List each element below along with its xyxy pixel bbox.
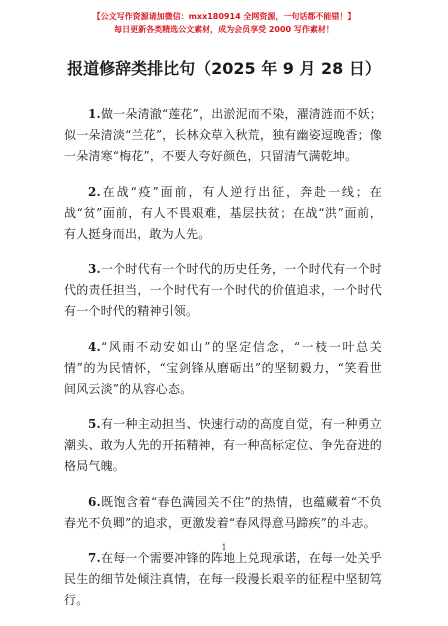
paragraph-number: 2.: [88, 184, 101, 199]
paragraph-text: 做一朵清澈“莲花”，出淤泥而不染，濯清涟而不妖；似一朵清淡“兰花”，长林众草入秋荒，独有幽姿逗晚香；像一朵清寒“梅花”，不要人夸好颜色，只留清气满乾坤。: [64, 107, 383, 163]
page-number: 1: [221, 543, 227, 552]
paragraph-number: 7.: [88, 551, 101, 565]
promo-banner-line-1: 【公文写作资源请加微信：mxx180914 全网资源，一句话都不能错！】: [92, 12, 356, 21]
paragraph-4: [64, 337, 382, 400]
paragraph-number: 6.: [88, 494, 101, 509]
paragraph-number: 5.: [88, 417, 101, 431]
paragraph-text: 有一种主动担当、快速行动的高度自觉，有一种勇立潮头、敢为人先的开拓精神，有一种高标定位、争先奋进的格局气魄。: [64, 417, 382, 473]
paragraph-text: 在每一个需要冲锋的阵地上兑现承诺，在每一处关乎民生的细节处倾注真情，在每一段漫长艰辛的征程中坚韧笃行。: [64, 551, 382, 607]
paragraph-text: 既饱含着“春色满园关不住”的热情，也蕴藏着“不负春光不负卿”的追求，更激发着“春风得意马蹄疾”的斗志。: [64, 494, 382, 530]
paragraph-text: “风雨不动安如山”的坚定信念，“一枝一叶总关情”的为民情怀，“宝剑锋从磨砺出”的坚韧毅力，“笑看世间风云淡”的从容心态。: [64, 339, 382, 396]
promo-banner: [0, 10, 448, 36]
paragraph-number: 3.: [88, 262, 101, 276]
paragraph-2: [64, 182, 382, 245]
document-title: 报道修辞类排比句（2025 年 9 月 28 日）: [67, 59, 381, 78]
paragraph-3: [64, 259, 382, 322]
promo-banner-line-2: 每日更新各类精选公文素材，成为会员享受 2000 写作素材！: [114, 25, 334, 34]
paragraph-number: 4.: [88, 339, 101, 354]
paragraph-text: 一个时代有一个时代的历史任务，一个时代有一个时代的责任担当，一个时代有一个时代的价值追求，一个时代有一个时代的精神引领。: [64, 262, 382, 318]
paragraph-6: [64, 492, 382, 534]
paragraph-text: 在战“疫”面前，有人逆行出征，奔赴一线；在战“贫”面前，有人不畏艰难，基层扶贫；在战“洪”面前，有人挺身而出，敢为人先。: [64, 184, 382, 241]
paragraph-1: [64, 104, 382, 167]
paragraph-5: [64, 414, 382, 477]
paragraph-number: 1.: [88, 107, 101, 121]
